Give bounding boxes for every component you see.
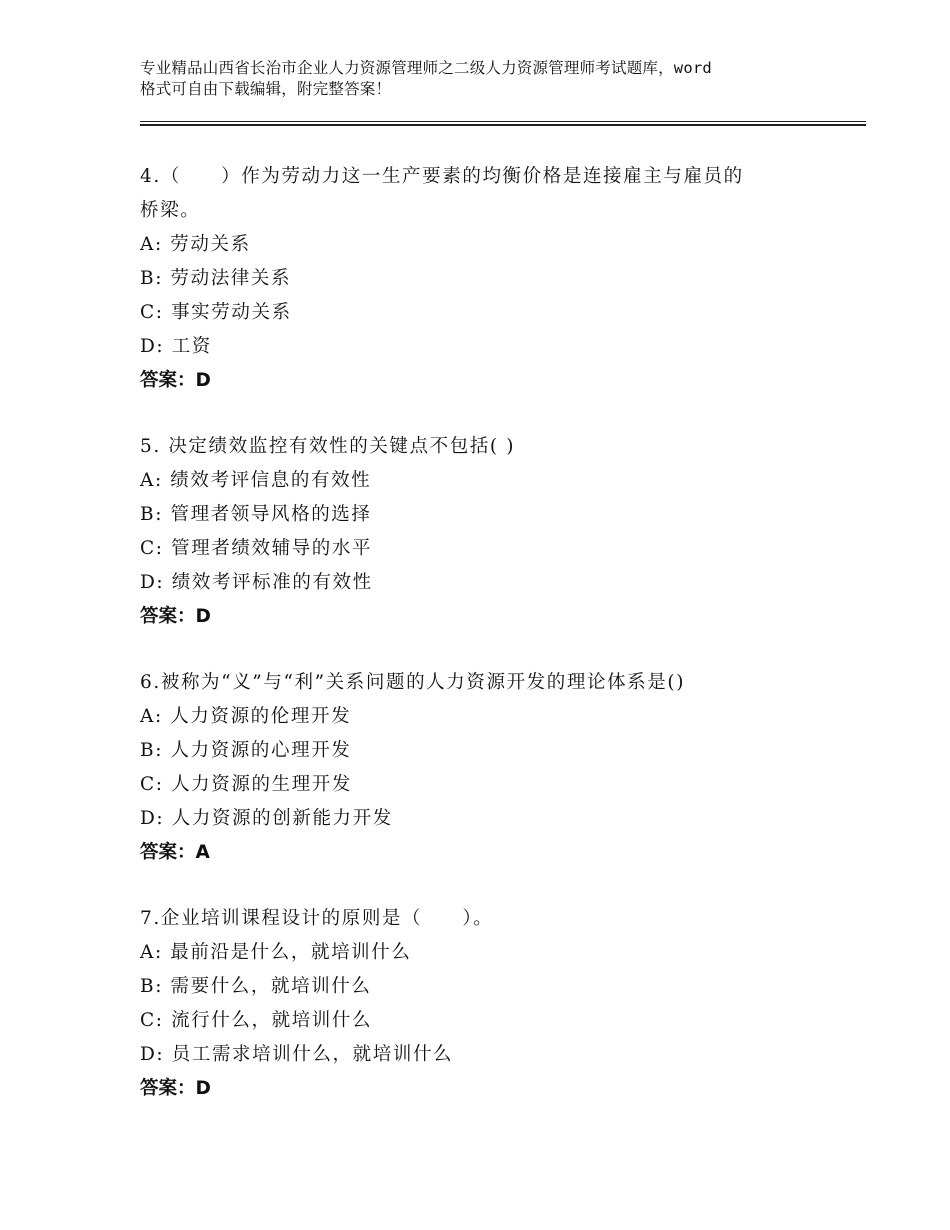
option-c: C: 事实劳动关系 xyxy=(140,302,292,323)
question-stem: 6.被称为“义”与“利”关系问题的人力资源开发的理论体系是() xyxy=(140,672,686,693)
option-c: C: 人力资源的生理开发 xyxy=(140,774,352,795)
question-4 xyxy=(140,160,840,398)
option-b: B: 需要什么，就培训什么 xyxy=(140,976,372,997)
option-d: D: 绩效考评标准的有效性 xyxy=(140,572,373,593)
answer: 答案：D xyxy=(140,606,211,627)
option-a: A: 劳动关系 xyxy=(140,234,251,255)
header-line-2: 格式可自由下载编辑，附完整答案！ xyxy=(140,80,392,98)
option-a: A: 人力资源的伦理开发 xyxy=(140,706,352,727)
question-stem: 7.企业培训课程设计的原则是（ ）。 xyxy=(140,908,494,929)
option-c: C: 管理者绩效辅导的水平 xyxy=(140,538,373,559)
option-b: B: 管理者领导风格的选择 xyxy=(140,504,372,525)
document-header xyxy=(140,58,840,100)
question-6 xyxy=(140,666,840,870)
answer: 答案：D xyxy=(140,1078,211,1099)
option-c: C: 流行什么，就培训什么 xyxy=(140,1010,373,1031)
answer: 答案：D xyxy=(140,370,211,391)
option-d: D: 工资 xyxy=(140,336,212,357)
option-a: A: 绩效考评信息的有效性 xyxy=(140,470,372,491)
header-divider xyxy=(140,121,866,126)
question-5 xyxy=(140,430,840,634)
answer: 答案：A xyxy=(140,842,210,863)
question-stem-continued: 桥梁。 xyxy=(140,200,201,221)
header-line-1: 专业精品山西省长治市企业人力资源管理师之二级人力资源管理师考试题库，word xyxy=(140,59,712,77)
question-7 xyxy=(140,902,840,1106)
option-b: B: 人力资源的心理开发 xyxy=(140,740,352,761)
option-d: D: 员工需求培训什么，就培训什么 xyxy=(140,1044,454,1065)
option-a: A: 最前沿是什么，就培训什么 xyxy=(140,942,412,963)
question-stem: 4.（ ）作为劳动力这一生产要素的均衡价格是连接雇主与雇员的 xyxy=(140,166,744,187)
option-b: B: 劳动法律关系 xyxy=(140,268,292,289)
question-stem: 5. 决定绩效监控有效性的关键点不包括( ) xyxy=(140,436,516,457)
question-list xyxy=(140,160,840,1138)
option-d: D: 人力资源的创新能力开发 xyxy=(140,808,393,829)
